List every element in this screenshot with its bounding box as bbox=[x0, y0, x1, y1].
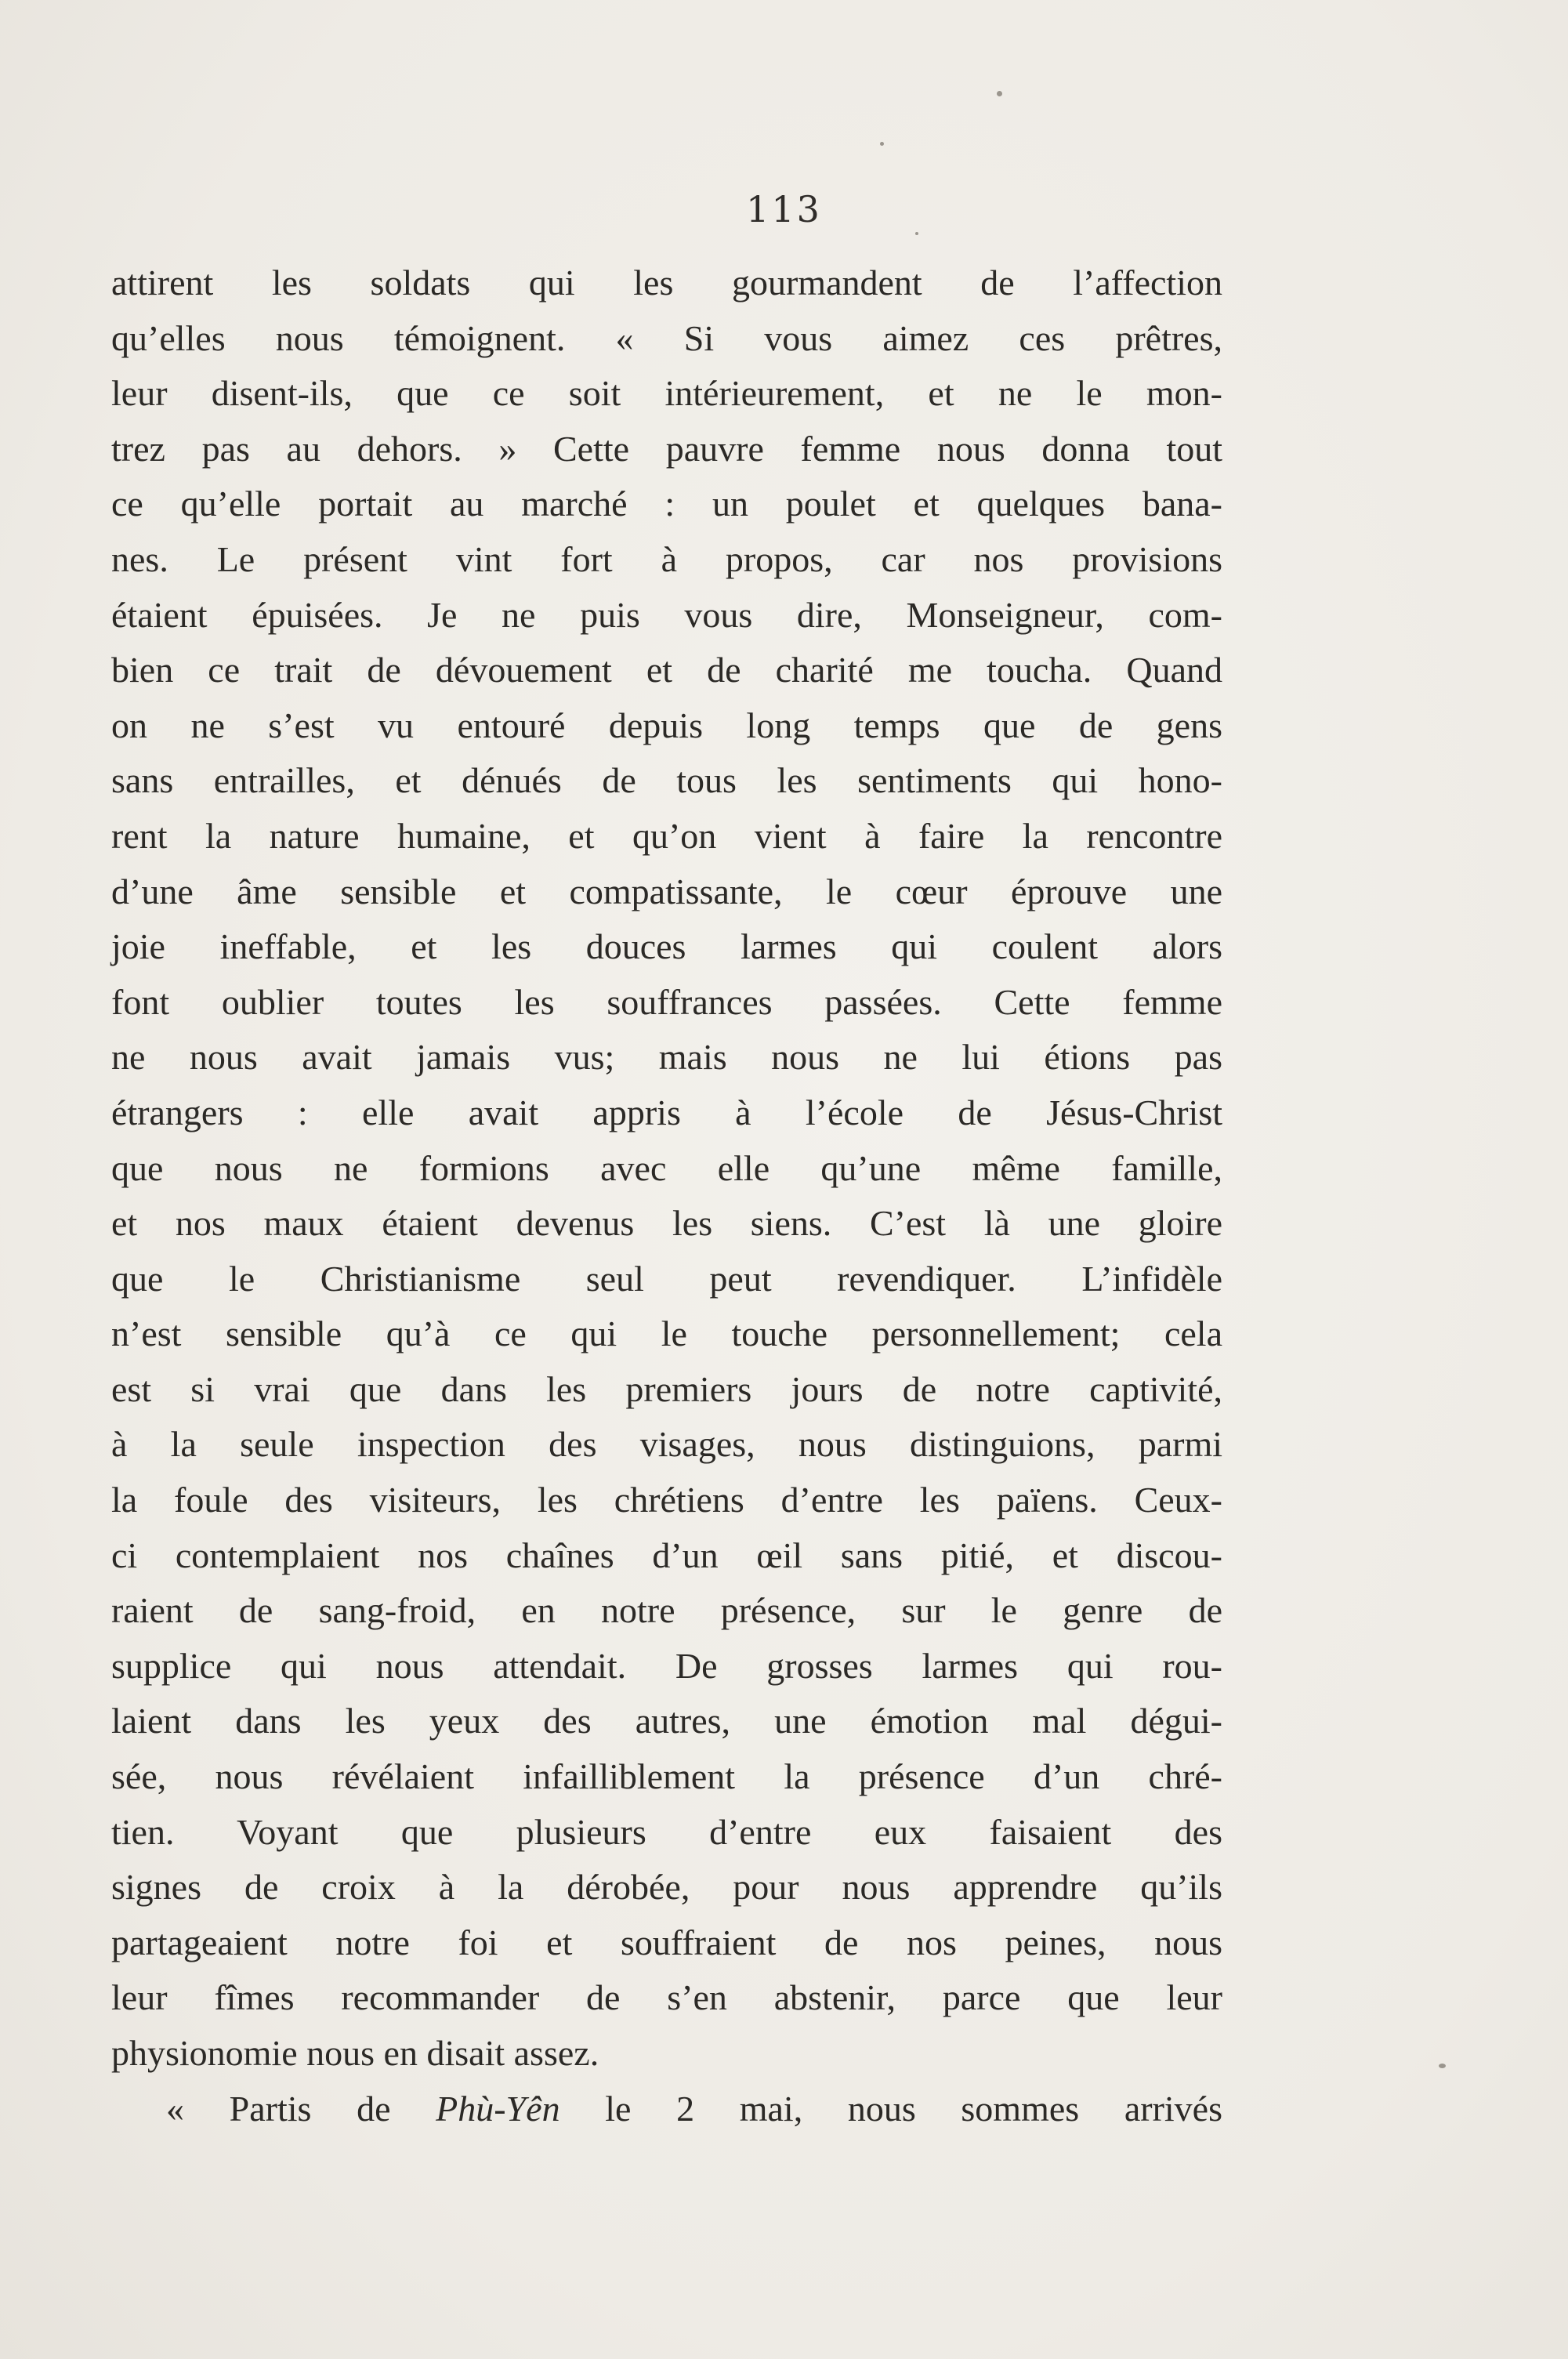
text-line: nes. Le présent vint fort à propos, car nos provisions bbox=[111, 538, 1222, 579]
text-line: attirent les soldats qui les gourmandent de l’affection bbox=[111, 263, 1222, 303]
text-line: raient de sang-froid, en notre présence, sur le genre de bbox=[111, 1590, 1222, 1631]
text-line: étrangers : elle avait appris à l’école de Jésus-Christ bbox=[111, 1092, 1222, 1132]
text-line: à la seule inspection des visages, nous distinguions, parmi bbox=[111, 1424, 1222, 1465]
text-line-final bbox=[111, 2082, 1222, 2137]
text-line: et nos maux étaient devenus les siens. C’est là une gloire bbox=[111, 1203, 1222, 1244]
text-fragment: « Partis de bbox=[166, 2088, 436, 2129]
place-name: Phù-Yên bbox=[436, 2088, 560, 2129]
text-line: leur fîmes recommander de s’en abstenir, parce que leur bbox=[111, 1977, 1222, 2018]
text-line: trez pas au dehors. » Cette pauvre femme nous donna tout bbox=[111, 428, 1222, 469]
text-line: sée, nous révélaient infailliblement la présence d’un chré- bbox=[111, 1756, 1222, 1797]
text-line: signes de croix à la dérobée, pour nous apprendre qu’ils bbox=[111, 1867, 1222, 1908]
text-line: que nous ne formions avec elle qu’une même famille, bbox=[111, 1147, 1222, 1188]
text-line: joie ineffable, et les douces larmes qui coulent alors bbox=[111, 926, 1222, 967]
text-line: font oublier toutes les souffrances passées. Cette femme bbox=[111, 981, 1222, 1022]
page-number: 113 bbox=[746, 188, 822, 230]
text-line: bien ce trait de dévouement et de charité me toucha. Quand bbox=[111, 650, 1222, 690]
body-text bbox=[111, 255, 1222, 2136]
text-line: étaient épuisées. Je ne puis vous dire, Monseigneur, com- bbox=[111, 594, 1222, 635]
text-line: tien. Voyant que plusieurs d’entre eux faisaient des bbox=[111, 1811, 1222, 1852]
text-line: on ne s’est vu entouré depuis long temps que de gens bbox=[111, 705, 1222, 745]
text-line: leur disent-ils, que ce soit intérieurement, et ne le mon- bbox=[111, 373, 1222, 414]
text-line: n’est sensible qu’à ce qui le touche personnellement; cela bbox=[111, 1314, 1222, 1354]
text-line: qu’elles nous témoignent. « Si vous aimez ces prêtres, bbox=[111, 317, 1222, 358]
text-line: physionomie nous en disait assez. bbox=[111, 2033, 599, 2073]
paper-speck bbox=[1439, 2064, 1446, 2068]
text-line: ci contemplaient nos chaînes d’un œil sans pitié, et discou- bbox=[111, 1535, 1222, 1575]
text-fragment: le 2 mai, nous sommes arrivés bbox=[559, 2088, 1222, 2129]
text-line: supplice qui nous attendait. De grosses larmes qui rou- bbox=[111, 1645, 1222, 1686]
paper-speck bbox=[880, 142, 884, 146]
text-line: sans entrailles, et dénués de tous les sentiments qui hono- bbox=[111, 760, 1222, 801]
paper-speck bbox=[915, 232, 918, 235]
paper-speck bbox=[997, 91, 1002, 96]
text-line: que le Christianisme seul peut revendiquer. L’infidèle bbox=[111, 1258, 1222, 1299]
text-line: laient dans les yeux des autres, une émotion mal dégui- bbox=[111, 1701, 1222, 1741]
text-line: ne nous avait jamais vus; mais nous ne lui étions pas bbox=[111, 1037, 1222, 1078]
text-line: la foule des visiteurs, les chrétiens d’entre les païens. Ceux- bbox=[111, 1480, 1222, 1520]
text-line: ce qu’elle portait au marché : un poulet et quelques bana- bbox=[111, 484, 1222, 524]
text-line: est si vrai que dans les premiers jours de notre captivité, bbox=[111, 1368, 1222, 1409]
text-line: partageaient notre foi et souffraient de nos peines, nous bbox=[111, 1922, 1222, 1962]
text-line: rent la nature humaine, et qu’on vient à faire la rencontre bbox=[111, 815, 1222, 856]
text-line: d’une âme sensible et compatissante, le cœur éprouve une bbox=[111, 871, 1222, 911]
